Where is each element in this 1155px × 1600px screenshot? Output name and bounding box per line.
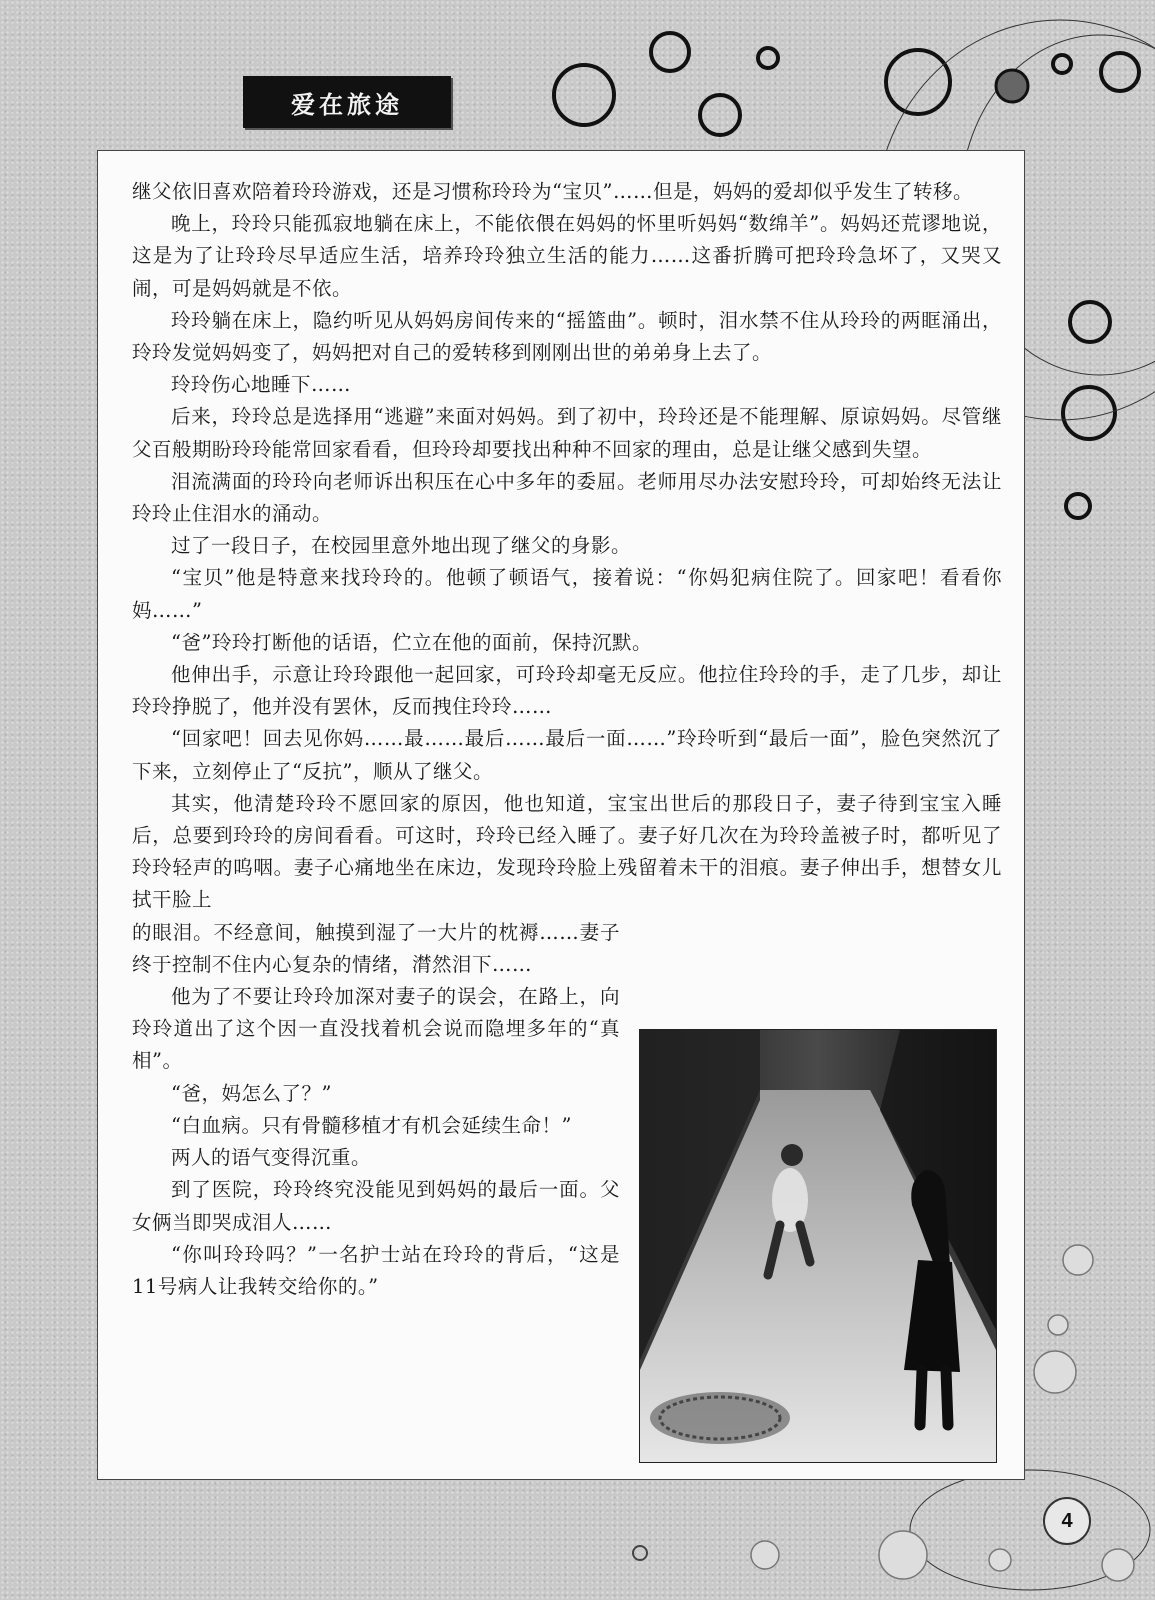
section-title-tag: 爱在旅途 [243,76,451,128]
paragraph: “爸”玲玲打断他的话语，伫立在他的面前，保持沉默。 [171,630,652,654]
street-photo [639,1029,997,1463]
photo-illustration [640,1030,996,1462]
paragraph: 的眼泪。不经意间，触摸到湿了一大片的枕褥……妻子终于控制不住内心复杂的情绪，潸然泪下…… [132,920,620,976]
paragraph: 继父依旧喜欢陪着玲玲游戏，还是习惯称玲玲为“宝贝”……但是，妈妈的爱却似乎发生了转移。 [132,180,973,203]
paragraph: “宝贝”他是特意来找玲玲的。他顿了顿语气，接着说：“你妈犯病住院了。回家吧！看看你妈……” [132,566,1002,622]
paragraph: 玲玲躺在床上，隐约听见从妈妈房间传来的“摇篮曲”。顿时，泪水禁不住从玲玲的两眶涌出，玲玲发觉妈妈变了，妈妈把对自己的爱转移到刚刚出世的弟弟身上去了。 [132,308,1002,365]
paragraph: 后来，玲玲总是选择用“逃避”来面对妈妈。到了初中，玲玲还是不能理解、原谅妈妈。尽管继父百般期盼玲玲能常回家看看，但玲玲却要找出种种不回家的理由，总是让继父感到失望。 [132,405,1002,461]
paragraph: 两人的语气变得沉重。 [171,1146,372,1170]
paragraph: “白血病。只有骨髓移植才有机会延续生命！” [171,1113,572,1137]
paragraph: 泪流满面的玲玲向老师诉出积压在心中多年的委屈。老师用尽办法安慰玲玲，可却始终无法让玲玲止住泪水的涌动。 [132,469,1002,526]
article-panel [97,150,1025,1480]
paragraph: 其实，他清楚玲玲不愿回家的原因，他也知道，宝宝出世后的那段日子，妻子待到宝宝入睡后，总要到玲玲的房间看看。可这时，玲玲已经入睡了。妻子好几次在为玲玲盖被子时，都听见了玲玲轻声的呜咽。妻子心痛地坐在床边，发现玲玲脸上残留着未干的泪痕。妻子伸出手，想替女儿拭干脸上 [132,791,1002,912]
paragraph: 到了医院，玲玲终究没能见到妈妈的最后一面。父女俩当即哭成泪人…… [132,1178,620,1234]
paragraph: “爸，妈怎么了？” [171,1081,332,1105]
paragraph: 他伸出手，示意让玲玲跟他一起回家，可玲玲却毫无反应。他拉住玲玲的手，走了几步，却让玲玲挣脱了，他并没有罢休，反而拽住玲玲…… [132,663,1002,719]
paragraph: 过了一段日子，在校园里意外地出现了继父的身影。 [171,534,632,558]
text-column-beside-photo [132,917,620,1303]
paragraph: 他为了不要让玲玲加深对妻子的误会，在路上，向玲玲道出了这个因一直没找着机会说而隐埋多年的“真相”。 [132,985,620,1073]
paragraph: “你叫玲玲吗？”一名护士站在玲玲的背后，“这是11号病人让我转交给你的。” [132,1242,620,1298]
page-number: 4 [1043,1497,1091,1545]
paragraph: 晚上，玲玲只能孤寂地躺在床上，不能依偎在妈妈的怀里听妈妈“数绵羊”。妈妈还荒谬地说，这是为了让玲玲尽早适应生活，培养玲玲独立生活的能力……这番折腾可把玲玲急坏了，又哭又闹，可是妈妈就是不依。 [132,212,1002,300]
paragraph: “回家吧！回去见你妈……最……最后……最后一面……”玲玲听到“最后一面”，脸色突然沉了下来，立刻停止了“反抗”，顺从了继父。 [132,727,1002,783]
paragraph: 玲玲伤心地睡下…… [171,373,352,397]
